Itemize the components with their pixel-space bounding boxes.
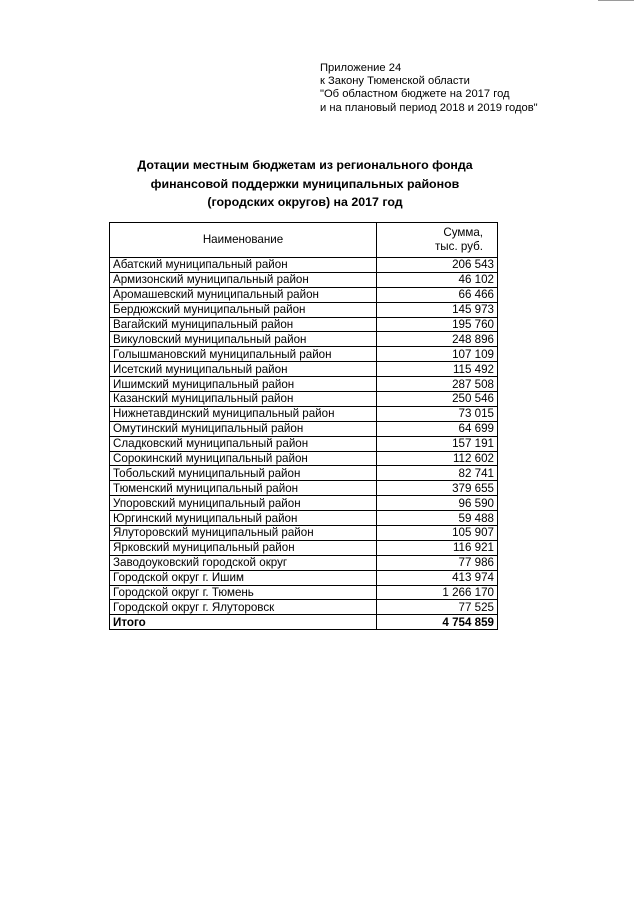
- table-row: [110, 421, 498, 436]
- appendix-note: [320, 62, 538, 115]
- header-sum-line2: тыс. руб.: [435, 240, 483, 253]
- title-line: (городских округов) на 2017 год: [207, 195, 403, 209]
- row-name: Нижнетавдинский муниципальный район: [110, 406, 377, 421]
- table-row: [110, 555, 498, 570]
- row-amount: 413 974: [377, 570, 498, 585]
- table-row: [110, 287, 498, 302]
- row-amount: 107 109: [377, 347, 498, 362]
- title-line: Дотации местным бюджетам из регионального фонда: [137, 158, 473, 172]
- row-amount: 287 508: [377, 377, 498, 392]
- row-name: Абатский муниципальный район: [110, 258, 377, 273]
- table-row: [110, 585, 498, 600]
- row-amount: 248 896: [377, 332, 498, 347]
- header-sum-line1: Сумма,: [443, 226, 483, 239]
- table-row: [110, 600, 498, 615]
- row-name: Бердюжский муниципальный район: [110, 302, 377, 317]
- row-amount: 157 191: [377, 436, 498, 451]
- row-amount: 379 655: [377, 481, 498, 496]
- row-name: Городской округ г. Тюмень: [110, 585, 377, 600]
- table-row: [110, 377, 498, 392]
- row-amount: 145 973: [377, 302, 498, 317]
- row-name: Армизонский муниципальный район: [110, 272, 377, 287]
- table-row: [110, 570, 498, 585]
- header-name: Наименование: [110, 223, 377, 258]
- table-row: [110, 481, 498, 496]
- table-row: [110, 496, 498, 511]
- table-row: [110, 302, 498, 317]
- row-name: Сорокинский муниципальный район: [110, 451, 377, 466]
- row-name: Городской округ г. Ялуторовск: [110, 600, 377, 615]
- row-amount: 250 546: [377, 392, 498, 407]
- row-name: Заводоуковский городской округ: [110, 555, 377, 570]
- row-name: Тюменский муниципальный район: [110, 481, 377, 496]
- grants-table: [109, 222, 498, 630]
- table-body: [110, 258, 498, 615]
- appendix-line: к Закону Тюменской области: [320, 75, 470, 88]
- table-header-row: [110, 223, 498, 258]
- row-amount: 206 543: [377, 258, 498, 273]
- table-row: [110, 392, 498, 407]
- row-amount: 1 266 170: [377, 585, 498, 600]
- row-amount: 116 921: [377, 540, 498, 555]
- row-amount: 59 488: [377, 511, 498, 526]
- table-row: [110, 466, 498, 481]
- row-name: Голышмановский муниципальный район: [110, 347, 377, 362]
- row-name: Юргинский муниципальный район: [110, 511, 377, 526]
- total-row: [110, 615, 498, 630]
- table-row: [110, 332, 498, 347]
- row-amount: 66 466: [377, 287, 498, 302]
- table-row: [110, 272, 498, 287]
- row-name: Омутинский муниципальный район: [110, 421, 377, 436]
- row-name: Ишимский муниципальный район: [110, 377, 377, 392]
- row-amount: 64 699: [377, 421, 498, 436]
- row-name: Казанский муниципальный район: [110, 392, 377, 407]
- total-label: Итого: [110, 615, 377, 630]
- table-row: [110, 362, 498, 377]
- row-amount: 77 525: [377, 600, 498, 615]
- appendix-line: Приложение 24: [320, 62, 402, 74]
- row-name: Тобольский муниципальный район: [110, 466, 377, 481]
- row-amount: 105 907: [377, 526, 498, 541]
- row-name: Вагайский муниципальный район: [110, 317, 377, 332]
- title-line: финансовой поддержки муниципальных районов: [150, 176, 460, 191]
- row-amount: 46 102: [377, 272, 498, 287]
- total-amount: 4 754 859: [377, 615, 498, 630]
- appendix-line: "Об областном бюджете на 2017 год: [320, 88, 510, 101]
- row-amount: 82 741: [377, 466, 498, 481]
- table-row: [110, 258, 498, 273]
- table-row: [110, 406, 498, 421]
- row-name: Ярковский муниципальный район: [110, 540, 377, 555]
- table-row: [110, 436, 498, 451]
- row-name: Сладковский муниципальный район: [110, 436, 377, 451]
- header-sum: [377, 223, 498, 258]
- document-title: [100, 156, 510, 212]
- table-row: [110, 540, 498, 555]
- row-amount: 73 015: [377, 406, 498, 421]
- row-amount: 96 590: [377, 496, 498, 511]
- table-row: [110, 511, 498, 526]
- row-amount: 195 760: [377, 317, 498, 332]
- row-name: Городской округ г. Ишим: [110, 570, 377, 585]
- row-name: Упоровский муниципальный район: [110, 496, 377, 511]
- row-amount: 77 986: [377, 555, 498, 570]
- row-amount: 115 492: [377, 362, 498, 377]
- row-name: Аромашевский муниципальный район: [110, 287, 377, 302]
- row-name: Ялуторовский муниципальный район: [110, 526, 377, 541]
- row-amount: 112 602: [377, 451, 498, 466]
- table-row: [110, 317, 498, 332]
- row-name: Исетский муниципальный район: [110, 362, 377, 377]
- scan-edge-mark: [598, 0, 634, 1]
- table-row: [110, 526, 498, 541]
- table-row: [110, 347, 498, 362]
- table-row: [110, 451, 498, 466]
- appendix-line: и на плановый период 2018 и 2019 годов": [320, 101, 538, 114]
- row-name: Викуловский муниципальный район: [110, 332, 377, 347]
